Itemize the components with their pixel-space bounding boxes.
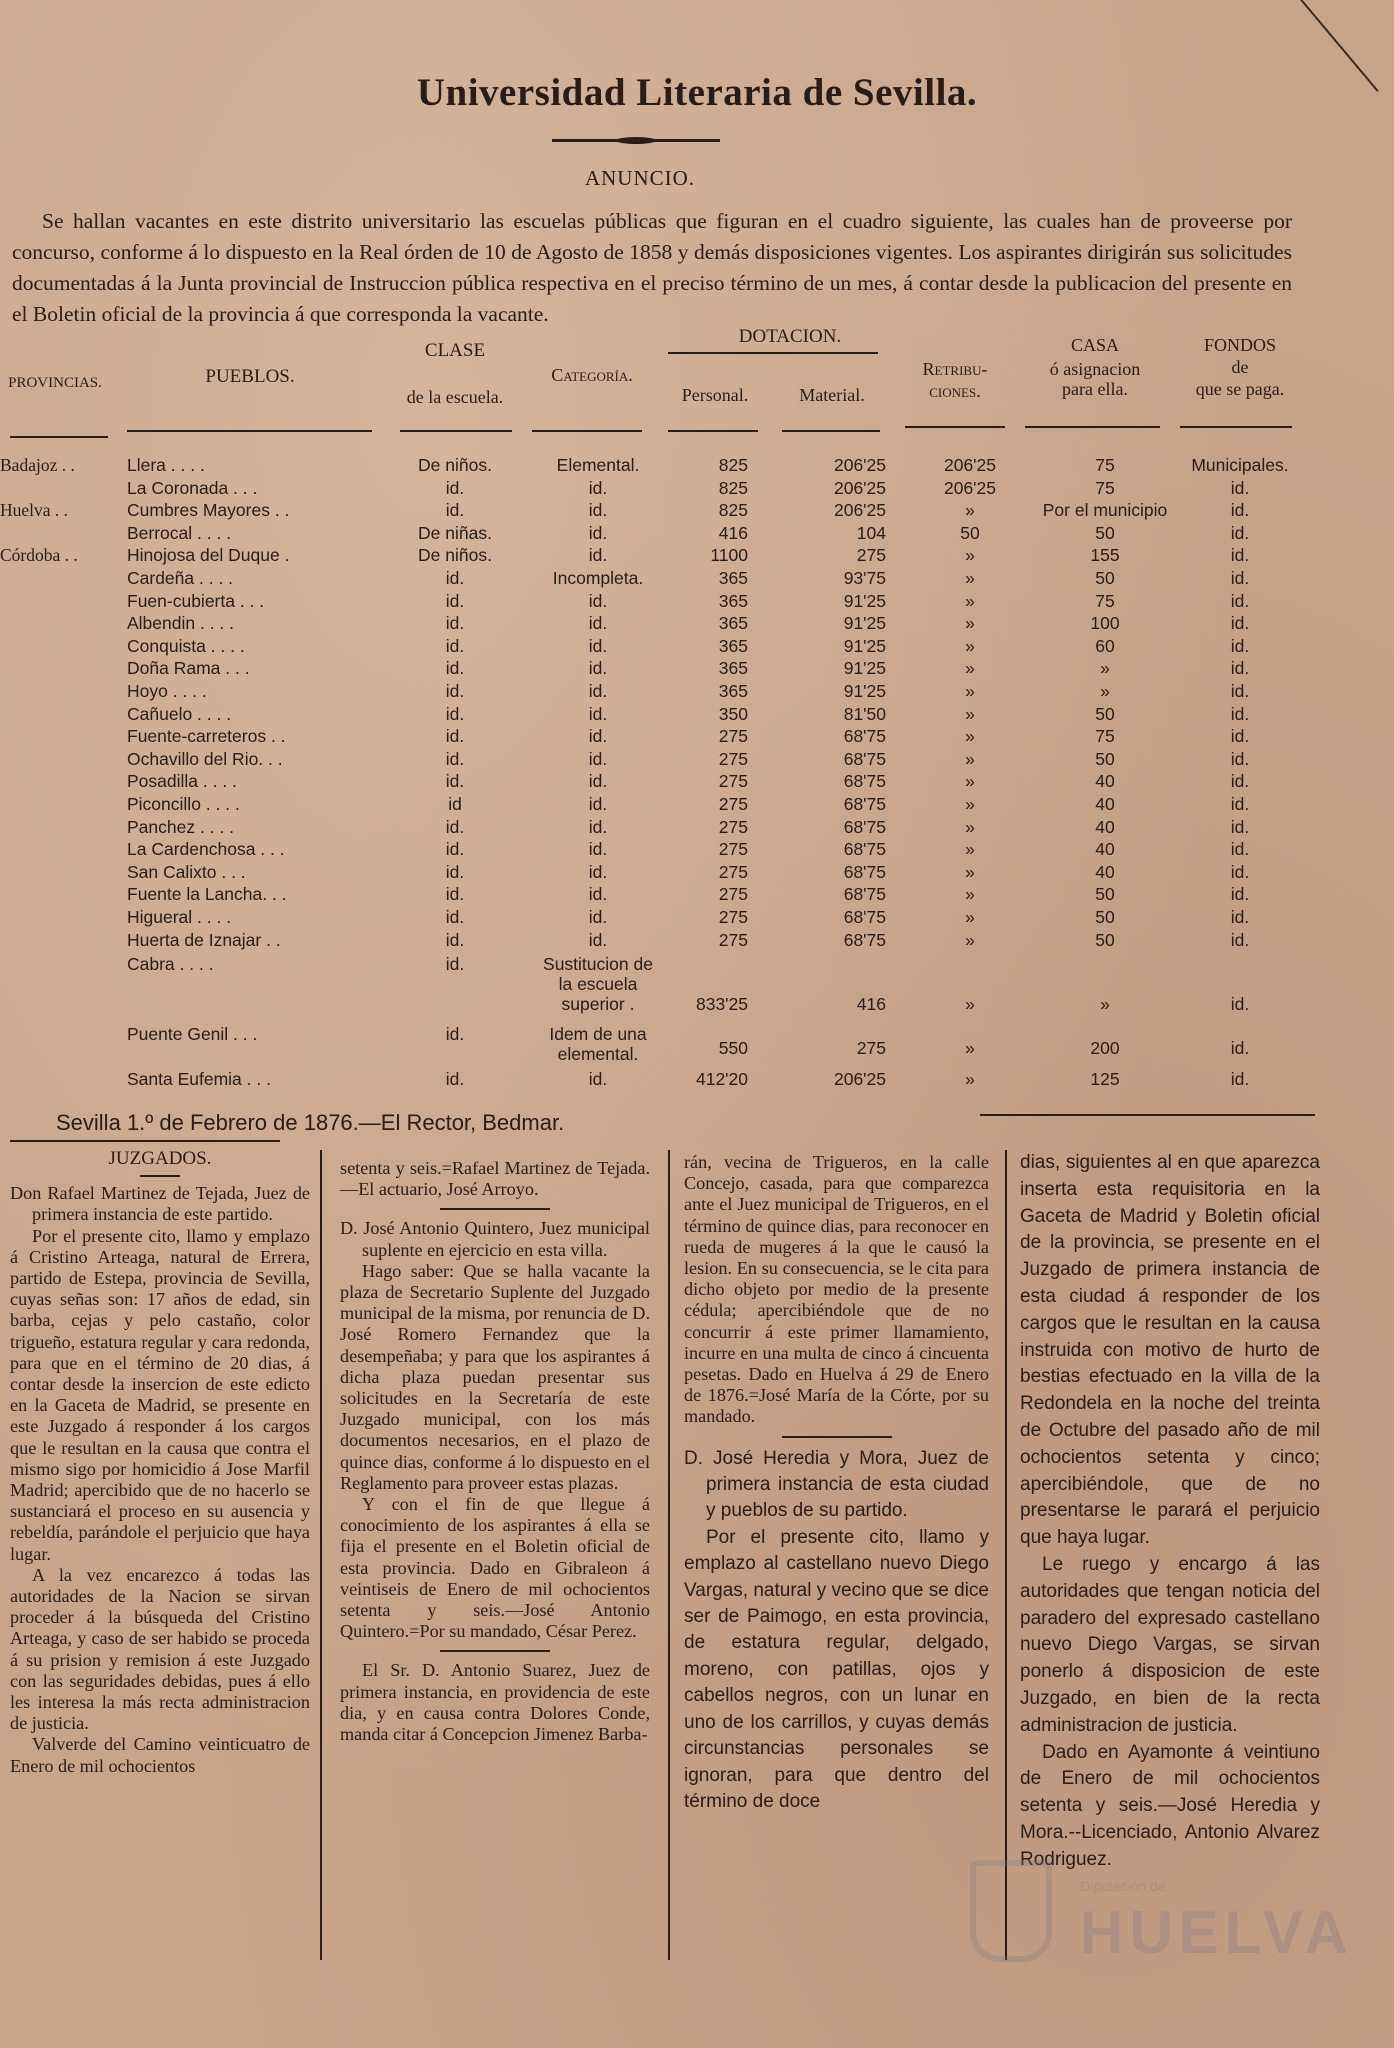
cell-casa: 75 bbox=[1095, 726, 1115, 747]
cell-pueblo: Santa Eufemia . . . bbox=[127, 1069, 271, 1090]
cell-per: 1100 bbox=[710, 545, 748, 566]
cell-per: 275 bbox=[718, 726, 748, 747]
header-fondos-sub2: que se paga. bbox=[1195, 379, 1285, 399]
cell-mat: 275 bbox=[856, 1038, 886, 1059]
cell-fon: id. bbox=[1230, 748, 1250, 769]
cell-pueblo: Piconcillo . . . . bbox=[127, 794, 240, 814]
cell-clase: id. bbox=[445, 613, 465, 634]
cell-per: 825 bbox=[718, 477, 748, 498]
cell-fon: id. bbox=[1230, 794, 1250, 814]
cell-cat: elemental. bbox=[557, 1044, 639, 1065]
cell-cat: id. bbox=[588, 703, 608, 724]
cell-pueblo: Albendin . . . . bbox=[127, 613, 235, 634]
cell-pueblo: Panchez . . . . bbox=[127, 816, 234, 837]
cell-ret: 206'25 bbox=[943, 455, 996, 475]
cell-casa: 200 bbox=[1090, 1038, 1120, 1059]
notice-paragraph: setenta y seis.=Rafael Martinez de Tejada.—El actuario, José Arroyo. bbox=[340, 1158, 650, 1200]
header-underline-categoria bbox=[532, 430, 642, 432]
cell-pueblo: Huerta de Iznajar . . bbox=[127, 929, 281, 950]
cell-ret: » bbox=[965, 907, 975, 927]
cell-pueblo: Hoyo . . . . bbox=[127, 681, 207, 701]
cell-casa: 40 bbox=[1095, 794, 1115, 814]
cell-mat: 68'75 bbox=[843, 884, 886, 905]
cell-cat: id. bbox=[588, 681, 608, 701]
table-row bbox=[0, 523, 1394, 545]
cell-per: 550 bbox=[718, 1038, 748, 1059]
cell-per: 275 bbox=[718, 884, 748, 905]
cell-mat: 104 bbox=[856, 522, 886, 543]
cell-ret: » bbox=[965, 500, 975, 521]
cell-per: 275 bbox=[718, 771, 748, 792]
cell-ret: » bbox=[965, 861, 975, 882]
header-underline-retribuciones bbox=[905, 426, 1005, 428]
cell-per: 825 bbox=[718, 500, 748, 521]
cell-cat: id. bbox=[588, 907, 608, 927]
cell-prov: Córdoba . . bbox=[0, 545, 78, 566]
title-ornament-rule bbox=[552, 139, 720, 142]
page-title: Universidad Literaria de Sevilla. bbox=[416, 71, 978, 114]
cell-fon: id. bbox=[1230, 861, 1250, 882]
cell-cat: id. bbox=[588, 839, 608, 860]
cell-casa: 50 bbox=[1095, 522, 1115, 543]
cell-clase: id. bbox=[445, 748, 465, 769]
cell-clase: id. bbox=[445, 954, 465, 975]
table-row bbox=[0, 907, 1394, 929]
cell-pueblo: Higueral . . . . bbox=[127, 907, 232, 927]
cell-mat: 91'25 bbox=[843, 590, 886, 611]
cell-cat: Sustitucion de bbox=[543, 954, 653, 975]
notice-paragraph: Hago saber: Que se halla vacante la plaza de Secretario Suplente del Juzgado municipal de la misma, por renuncia de D. José Romero Fernandez que la desempeñaba; y para que los aspirantes á dicha plaza puedan presentar sus solicitudes en la Secretaría de este Juzgado municipal, con los más documentos necesarios, en el plazo de quince dias, conforme á lo dispuesto en el Reglamento para proveer estas plazas. bbox=[340, 1260, 650, 1493]
cell-pueblo: Puente Genil . . . bbox=[127, 1024, 258, 1045]
header-casa-sub1: ó asignacion bbox=[1049, 359, 1141, 379]
cell-casa: 40 bbox=[1095, 771, 1115, 792]
cell-casa: 75 bbox=[1095, 455, 1115, 475]
cell-cat: id. bbox=[588, 545, 608, 566]
cell-mat: 68'75 bbox=[843, 907, 886, 927]
cell-pueblo: Fuen-cubierta . . . bbox=[127, 590, 265, 611]
cell-per: 275 bbox=[718, 861, 748, 882]
cell-fon: id. bbox=[1230, 658, 1250, 679]
header-pueblos: PUEBLOS. bbox=[205, 366, 295, 387]
cell-ret: » bbox=[965, 658, 975, 679]
notice-paragraph: Le ruego y encargo á las autoridades que tengan noticia del paradero del expresado castellano nuevo Diego Vargas, se sirvan ponerlo á disposicion de este Juzgado, en bien de la recta administracion de justicia. bbox=[1020, 1553, 1320, 1736]
cell-ret: » bbox=[965, 994, 975, 1015]
notice-heading: Don Rafael Martinez de Tejada, Juez de primera instancia de este partido. bbox=[10, 1183, 310, 1225]
cell-clase: id. bbox=[445, 500, 465, 521]
cell-clase: id. bbox=[445, 726, 465, 747]
section-rule-left bbox=[10, 1140, 280, 1142]
cell-casa: 50 bbox=[1095, 929, 1115, 950]
cell-per: 365 bbox=[718, 681, 748, 701]
header-casa: CASA bbox=[1070, 335, 1119, 355]
cell-mat: 416 bbox=[856, 994, 886, 1015]
rector-signature: Sevilla 1.º de Febrero de 1876.—El Rector, Bedmar. bbox=[56, 1110, 565, 1135]
header-clase: CLASE bbox=[424, 340, 486, 361]
cell-casa: Por el municipio bbox=[1042, 500, 1168, 521]
cell-fon: id. bbox=[1230, 477, 1250, 498]
cell-clase: id. bbox=[445, 1024, 465, 1045]
cell-per: 275 bbox=[718, 816, 748, 837]
cell-mat: 68'75 bbox=[843, 748, 886, 769]
table-row bbox=[0, 658, 1394, 680]
cell-cat: superior . bbox=[561, 994, 635, 1015]
table-row bbox=[0, 817, 1394, 839]
table-row bbox=[0, 568, 1394, 590]
cell-mat: 68'75 bbox=[843, 816, 886, 837]
cell-fon: id. bbox=[1230, 929, 1250, 950]
cell-mat: 275 bbox=[856, 545, 886, 566]
column-divider bbox=[668, 1150, 670, 1960]
cell-casa: 125 bbox=[1090, 1069, 1120, 1090]
cell-fon: id. bbox=[1230, 522, 1250, 543]
header-underline-clase bbox=[400, 430, 512, 432]
header-retribuciones-sub: ciones. bbox=[929, 381, 981, 401]
cell-per: 833'25 bbox=[695, 994, 748, 1015]
notice-paragraph: Y con el fin de que llegue á conocimiento de los aspirantes á ella se fija el presente en el Boletin oficial de esta provincia. Dado en Gibraleon á veintiseis de Enero de mil ochocientos setenta y seis.—José Antonio Quintero.=Por su mandado, César Perez. bbox=[340, 1494, 650, 1642]
cell-cat: id. bbox=[588, 658, 608, 679]
cell-casa: 75 bbox=[1095, 590, 1115, 611]
header-underline-material bbox=[782, 430, 880, 432]
cell-cat: id. bbox=[588, 590, 608, 611]
cell-per: 275 bbox=[718, 839, 748, 860]
notice-paragraph: A la vez encarezco á todas las autoridades de la Nacion se sirvan proceder á la búsqueda del Cristino Arteaga, y caso de ser habido se proceda á su prision y remision á este Juzgado con las seguridades debidas, pues á ello les interesa la más recta administracion de justicia. bbox=[10, 1564, 310, 1734]
cell-cat: id. bbox=[588, 929, 608, 950]
notice-paragraph: Por el presente cito, llamo y emplazo al castellano nuevo Diego Vargas, natural y vecino que se dice ser de Paimogo, en esta provincia, de estatura regular, delgado, moreno, con patillas, ojos y cabellos negros, con un lunar en uno de los carrillos, y cuyas demás circunstancias personales se ignoran, para que dentro del término de doce bbox=[684, 1526, 989, 1812]
cell-casa: » bbox=[1100, 681, 1110, 701]
cell-fon: id. bbox=[1230, 500, 1250, 521]
cell-cat: id. bbox=[588, 635, 608, 656]
header-personal: Personal. bbox=[681, 385, 749, 405]
cell-clase: De niños. bbox=[418, 545, 492, 566]
cell-mat: 91'25 bbox=[843, 635, 886, 656]
cell-casa: 40 bbox=[1095, 839, 1115, 860]
cell-casa: 60 bbox=[1095, 635, 1115, 656]
cell-pueblo: Ochavillo del Rio. . . bbox=[127, 748, 283, 769]
cell-mat: 68'75 bbox=[843, 726, 886, 747]
cell-casa: 40 bbox=[1095, 816, 1115, 837]
cell-cat: id. bbox=[588, 771, 608, 792]
text-column-2 bbox=[340, 1158, 650, 1745]
cell-ret: 206'25 bbox=[943, 477, 996, 498]
table-row bbox=[0, 545, 1394, 567]
cell-ret: » bbox=[965, 568, 975, 588]
notice-paragraph: Dado en Ayamonte á veintiuno de Enero de mil ochocientos setenta y seis.—José Heredia y Mora.--Licenciado, Antonio Alvarez Rodriguez. bbox=[1020, 1741, 1320, 1870]
cell-clase: De niñas. bbox=[418, 522, 492, 543]
cell-per: 275 bbox=[718, 794, 748, 814]
cell-casa: 40 bbox=[1095, 861, 1115, 882]
table-row bbox=[0, 771, 1394, 793]
cell-per: 365 bbox=[718, 658, 748, 679]
cell-per: 365 bbox=[718, 590, 748, 611]
notice-block bbox=[684, 1446, 989, 1816]
table-row bbox=[0, 930, 1394, 952]
cell-mat: 91'25 bbox=[843, 613, 886, 634]
cell-pueblo: La Coronada . . . bbox=[127, 477, 258, 498]
juzgados-heading: JUZGADOS. bbox=[108, 1148, 212, 1169]
header-material: Material. bbox=[799, 385, 865, 405]
cell-clase: De niños. bbox=[418, 455, 492, 475]
cell-cat: la escuela bbox=[558, 974, 638, 995]
cell-cat: id. bbox=[588, 522, 608, 543]
notice-paragraph: dias, siguientes al en que aparezca inserta esta requisitoria en la Gaceta de Madrid y Boletin oficial de la provincia, se presente en el Juzgado de primera instancia de esta ciudad á responder de los cargos que le resultan en la causa instruida con motivo de hurto de bestias efectuado en la villa de la Redondela en la noche del treinta de Octubre del pasado año de mil ochocientos setenta y cinco; apercibiéndole, que de no presentarse le parará el perjuicio que haya lugar. bbox=[1020, 1152, 1320, 1549]
column-divider bbox=[1005, 1150, 1007, 1960]
cell-clase: id. bbox=[445, 771, 465, 792]
announcement-heading: ANUNCIO. bbox=[584, 166, 696, 190]
table-row bbox=[0, 636, 1394, 658]
cell-cat: id. bbox=[588, 794, 608, 814]
header-underline-provincias bbox=[10, 436, 108, 438]
cell-mat: 206'25 bbox=[833, 455, 886, 475]
watermark-subtitle: Diputación de bbox=[1080, 1878, 1166, 1894]
header-underline-fondos bbox=[1180, 426, 1292, 428]
cell-mat: 68'75 bbox=[843, 771, 886, 792]
cell-pueblo: Berrocal . . . . bbox=[127, 522, 232, 543]
notice-separator bbox=[440, 1208, 550, 1210]
archive-watermark bbox=[970, 1860, 1354, 2020]
table-row bbox=[0, 862, 1394, 884]
cell-clase: id. bbox=[445, 703, 465, 724]
cell-pueblo: Cañuelo . . . . bbox=[127, 703, 232, 724]
cell-clase: id. bbox=[445, 861, 465, 882]
cell-fon: id. bbox=[1230, 884, 1250, 905]
table-row bbox=[0, 954, 1394, 1024]
cell-casa: 50 bbox=[1095, 568, 1115, 588]
cell-mat: 91'25 bbox=[843, 658, 886, 679]
cell-pueblo: Cardeña . . . . bbox=[127, 568, 234, 588]
cell-cat: id. bbox=[588, 884, 608, 905]
dotacion-rule bbox=[668, 352, 878, 354]
cell-clase: id. bbox=[445, 1069, 465, 1090]
cell-fon: id. bbox=[1230, 613, 1250, 634]
table-row bbox=[0, 613, 1394, 635]
cell-per: 365 bbox=[718, 613, 748, 634]
table-row bbox=[0, 794, 1394, 816]
cell-fon: Municipales. bbox=[1191, 455, 1289, 475]
cell-pueblo: La Cardenchosa . . . bbox=[127, 839, 285, 860]
header-underline-casa bbox=[1025, 426, 1160, 428]
cell-casa: 75 bbox=[1095, 477, 1115, 498]
notice-paragraph: Por el presente cito, llamo y emplazo á Cristino Arteaga, natural de Errera, partido de Estepa, provincia de Sevilla, cuyas señas son: 17 años de edad, sin barba, cejas y pelo castaño, color trigueño, estatura regular y cara redonda, para que en el término de 20 dias, á contar desde la insercion de este edicto en la Gaceta de Madrid, se presente en este Juzgado á responder á los cargos que le resultan en la causa que contra el mismo sigo por homicidio á Jose Marfil Madrid; apercibido que de no hacerlo se sustanciará el proceso en su ausencia y rebeldía, parándole el perjuicio que haya lugar. bbox=[10, 1225, 310, 1564]
cell-per: 350 bbox=[718, 703, 748, 724]
table-row bbox=[0, 591, 1394, 613]
cell-mat: 91'25 bbox=[843, 681, 886, 701]
cell-casa: 155 bbox=[1090, 545, 1120, 566]
cell-mat: 68'75 bbox=[843, 839, 886, 860]
cell-mat: 206'25 bbox=[833, 477, 886, 498]
cell-per: 416 bbox=[718, 522, 748, 543]
cell-pueblo: Llera . . . . bbox=[127, 455, 205, 475]
table-row bbox=[0, 704, 1394, 726]
cell-cat: Incompleta. bbox=[552, 568, 644, 588]
notice-heading: D. José Antonio Quintero, Juez municipal suplente en ejercicio en esta villa. bbox=[340, 1218, 650, 1260]
cell-fon: id. bbox=[1230, 726, 1250, 747]
cell-cat: id. bbox=[588, 816, 608, 837]
cell-mat: 81'50 bbox=[843, 703, 886, 724]
cell-cat: id. bbox=[588, 861, 608, 882]
table-row bbox=[0, 749, 1394, 771]
cell-ret: » bbox=[965, 635, 975, 656]
cell-fon: id. bbox=[1230, 994, 1250, 1015]
cell-pueblo: Doña Rama . . . bbox=[127, 658, 250, 679]
announcement-intro: Se hallan vacantes en este distrito universitario las escuelas públicas que figuran en el cuadro siguiente, las cuales han de proveerse por concurso, conforme á lo dispuesto en la Real órden de 10 de Agosto de 1858 y demás disposiciones vigentes. Los aspirantes dirigirán sus solicitudes documentadas á la Junta provincial de Instruccion pública respectiva en el preciso término de un mes, á contar desde la publicacion del presente en el Boletin oficial de la provincia á que corresponda la vacante. bbox=[12, 209, 1292, 326]
cell-per: 365 bbox=[718, 635, 748, 656]
cell-cat: id. bbox=[588, 726, 608, 747]
notice-paragraph: rán, vecina de Trigueros, en la calle Concejo, casada, para que comparezca ante el Juez municipal de Trigueros, en el término de quince dias, para reconocer en rueda de mugeres á la que le causó la lesion. En su consecuencia, se le cita para dicho objeto por medio de la presente cédula; apercibiéndole que de no concurrir á este primer llamamiento, incurre en una multa de cinco á cincuenta pesetas. Dado en Huelva á 29 de Enero de 1876.=José María de la Córte, por su mandado. bbox=[684, 1152, 989, 1427]
cell-per: 825 bbox=[718, 455, 748, 475]
cell-clase: id. bbox=[445, 590, 465, 611]
cell-per: 275 bbox=[718, 748, 748, 769]
column-divider bbox=[320, 1150, 322, 1960]
table-row bbox=[0, 726, 1394, 748]
cell-mat: 206'25 bbox=[833, 1069, 886, 1090]
header-dotacion: DOTACION. bbox=[738, 326, 842, 347]
cell-clase: id. bbox=[445, 907, 465, 927]
cell-cat: id. bbox=[588, 748, 608, 769]
cell-pueblo: Cumbres Mayores . . bbox=[127, 500, 290, 521]
cell-fon: id. bbox=[1230, 1038, 1250, 1059]
cell-casa: 50 bbox=[1095, 907, 1115, 927]
watermark-word: HUELVA bbox=[1080, 1899, 1354, 1966]
cell-clase: id. bbox=[445, 477, 465, 498]
cell-ret: » bbox=[965, 726, 975, 747]
cell-pueblo: Hinojosa del Duque . bbox=[127, 545, 290, 566]
header-clase-sub: de la escuela. bbox=[406, 387, 504, 407]
cell-fon: id. bbox=[1230, 816, 1250, 837]
cell-pueblo: Cabra . . . . bbox=[127, 954, 214, 975]
cell-mat: 68'75 bbox=[843, 929, 886, 950]
cell-fon: id. bbox=[1230, 568, 1250, 588]
table-row bbox=[0, 681, 1394, 703]
header-provincias: PROVINCIAS. bbox=[8, 375, 102, 391]
cell-fon: id. bbox=[1230, 907, 1250, 927]
cell-fon: id. bbox=[1230, 545, 1250, 566]
cell-ret: » bbox=[965, 703, 975, 724]
text-column-3 bbox=[684, 1152, 989, 1815]
cell-fon: id. bbox=[1230, 703, 1250, 724]
cell-pueblo: Posadilla . . . . bbox=[127, 771, 237, 792]
coat-of-arms-icon bbox=[970, 1860, 1052, 1962]
cell-mat: 93'75 bbox=[843, 568, 886, 588]
cell-ret: » bbox=[965, 929, 975, 950]
cell-pueblo: Fuente-carreteros . . bbox=[127, 726, 286, 747]
cell-casa: 50 bbox=[1095, 884, 1115, 905]
cell-clase: id. bbox=[445, 884, 465, 905]
cell-per: 365 bbox=[718, 568, 748, 588]
cell-casa: » bbox=[1100, 994, 1110, 1015]
cell-clase: id. bbox=[445, 568, 465, 588]
cell-casa: 100 bbox=[1090, 613, 1120, 634]
cell-pueblo: San Calixto . . . bbox=[127, 861, 246, 882]
cell-per: 412'20 bbox=[695, 1069, 748, 1090]
cell-ret: » bbox=[965, 839, 975, 860]
header-underline-personal bbox=[668, 430, 758, 432]
cell-ret: » bbox=[965, 816, 975, 837]
cell-casa: 50 bbox=[1095, 748, 1115, 769]
cell-clase: id. bbox=[445, 681, 465, 701]
cell-ret: » bbox=[965, 1069, 975, 1090]
cell-casa: 50 bbox=[1095, 703, 1115, 724]
cell-ret: » bbox=[965, 884, 975, 905]
header-fondos: FONDOS bbox=[1203, 335, 1277, 355]
cell-mat: 68'75 bbox=[843, 861, 886, 882]
cell-clase: id bbox=[448, 794, 462, 814]
notice-separator bbox=[782, 1436, 892, 1438]
cell-ret: » bbox=[965, 681, 975, 701]
cell-ret: » bbox=[965, 1038, 975, 1059]
cell-fon: id. bbox=[1230, 771, 1250, 792]
cell-clase: id. bbox=[445, 635, 465, 656]
table-row bbox=[0, 839, 1394, 861]
cell-ret: » bbox=[965, 545, 975, 566]
cell-prov: Badajoz . . bbox=[0, 455, 75, 475]
cell-cat: id. bbox=[588, 1069, 608, 1090]
cell-ret: 50 bbox=[960, 522, 980, 543]
cell-ret: » bbox=[965, 613, 975, 634]
notice-paragraph: El Sr. D. Antonio Suarez, Juez de primera instancia, en providencia de este dia, y en causa contra Dolores Conde, manda citar á Concepcion Jimenez Barba- bbox=[340, 1660, 650, 1745]
text-column-1 bbox=[10, 1148, 310, 1777]
cell-clase: id. bbox=[445, 839, 465, 860]
header-categoria: Categoría. bbox=[551, 365, 633, 385]
text-column-4 bbox=[1020, 1150, 1320, 1874]
cell-clase: id. bbox=[445, 658, 465, 679]
heading-rule bbox=[140, 1175, 180, 1177]
header-casa-sub2: para ella. bbox=[1062, 379, 1128, 399]
cell-fon: id. bbox=[1230, 681, 1250, 701]
cell-ret: » bbox=[965, 590, 975, 611]
cell-fon: id. bbox=[1230, 590, 1250, 611]
notice-separator bbox=[440, 1650, 550, 1652]
header-retribuciones: Retribu- bbox=[922, 359, 988, 379]
table-row bbox=[0, 884, 1394, 906]
cell-pueblo: Conquista . . . . bbox=[127, 635, 245, 656]
cell-ret: » bbox=[965, 748, 975, 769]
cell-mat: 68'75 bbox=[843, 794, 886, 814]
cell-mat: 206'25 bbox=[833, 500, 886, 521]
cell-cat: Idem de una bbox=[549, 1024, 647, 1045]
cell-cat: id. bbox=[588, 613, 608, 634]
cell-clase: id. bbox=[445, 929, 465, 950]
table-row bbox=[0, 478, 1394, 500]
cell-pueblo: Fuente la Lancha. . . bbox=[127, 884, 287, 905]
section-rule-right bbox=[980, 1114, 1315, 1116]
notice-paragraph: Valverde del Camino veinticuatro de Enero de mil ochocientos bbox=[10, 1734, 310, 1776]
cell-per: 275 bbox=[718, 907, 748, 927]
cell-cat: id. bbox=[588, 500, 608, 521]
notice-heading: D. José Heredia y Mora, Juez de primera instancia de esta ciudad y pueblos de su partido. bbox=[684, 1447, 989, 1522]
cell-fon: id. bbox=[1230, 635, 1250, 656]
table-row bbox=[0, 500, 1394, 522]
header-underline-pueblos bbox=[127, 430, 372, 432]
cell-prov: Huelva . . bbox=[0, 500, 69, 521]
cell-fon: id. bbox=[1230, 1069, 1250, 1090]
table-row bbox=[0, 455, 1394, 477]
cell-fon: id. bbox=[1230, 839, 1250, 860]
cell-cat: Elemental. bbox=[556, 455, 640, 475]
cell-clase: id. bbox=[445, 816, 465, 837]
cell-per: 275 bbox=[718, 929, 748, 950]
header-fondos-sub1: de bbox=[1231, 357, 1249, 377]
cell-ret: » bbox=[965, 794, 975, 814]
cell-cat: id. bbox=[588, 477, 608, 498]
cell-casa: » bbox=[1100, 658, 1110, 679]
cell-ret: » bbox=[965, 771, 975, 792]
